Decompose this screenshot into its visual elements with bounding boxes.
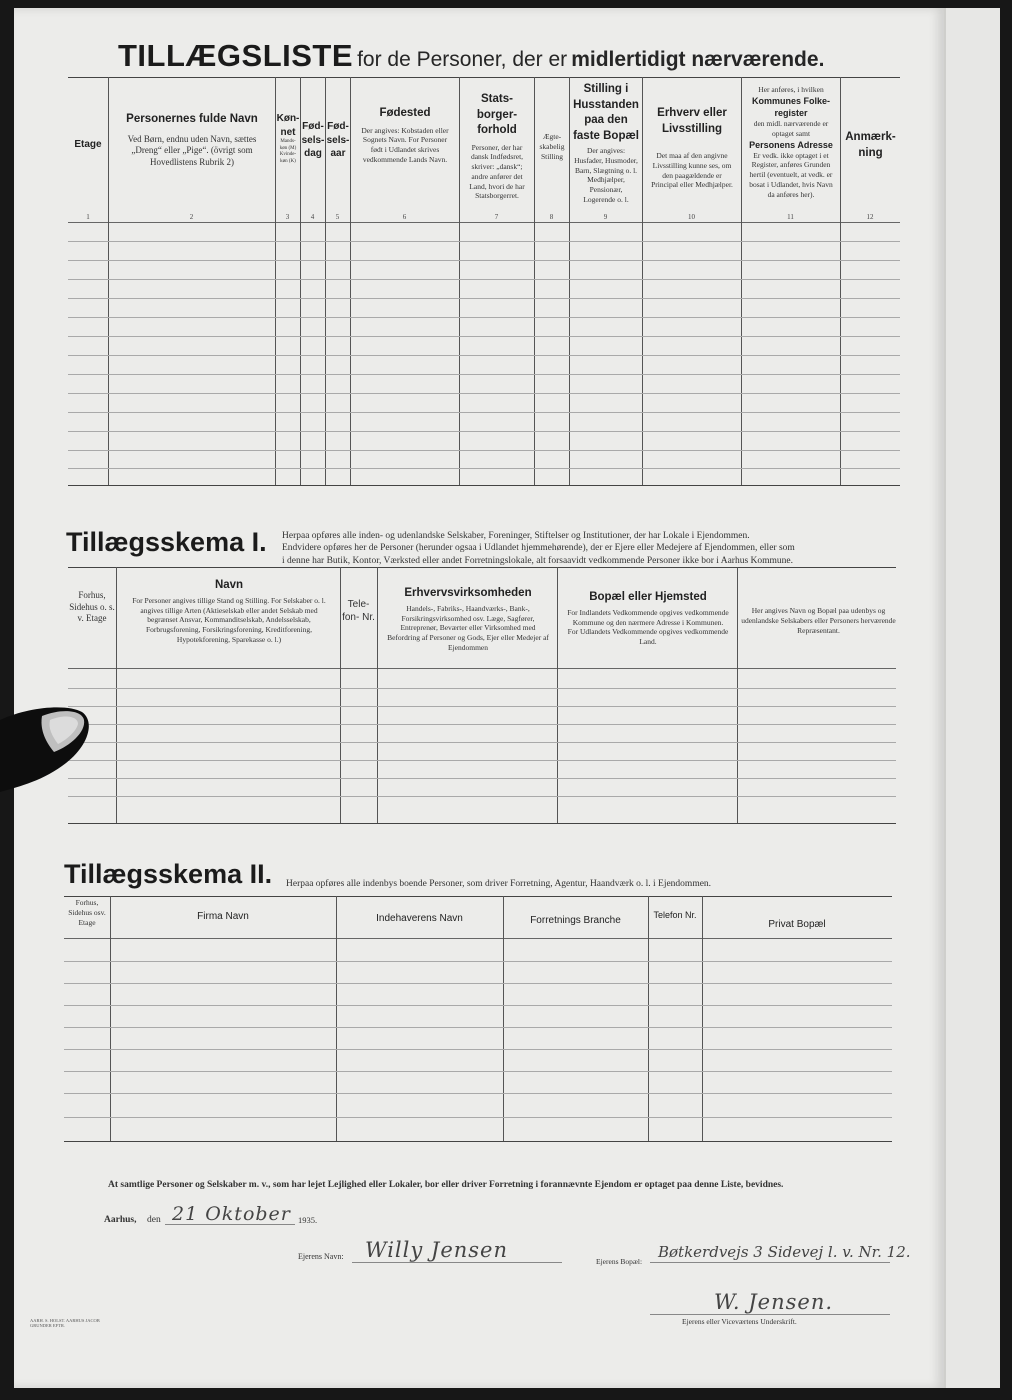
table-row bbox=[68, 724, 896, 725]
col-divider bbox=[110, 896, 111, 1141]
col-number: 2 bbox=[189, 213, 194, 221]
schema2-intro: Herpaa opføres alle indenbys boende Personer, som driver Forretning, Agentur, Haandværk o. l. i Ejendommen. bbox=[286, 879, 712, 889]
col-number: 3 bbox=[285, 213, 290, 221]
table-row bbox=[68, 279, 900, 280]
col-divider bbox=[503, 896, 504, 1141]
col-header-aegteskab: Ægte- skabelig Stilling bbox=[539, 132, 565, 161]
table-row bbox=[64, 1005, 892, 1006]
table-top-border bbox=[68, 77, 900, 78]
col-number: 6 bbox=[402, 213, 407, 221]
col-number: 10 bbox=[688, 213, 695, 221]
table-row bbox=[64, 983, 892, 984]
schema2-col-branche: Forretnings Branche bbox=[530, 915, 621, 926]
col-header-anmaerkning: Anmærk- ning bbox=[845, 131, 896, 159]
signature-line bbox=[650, 1314, 890, 1315]
col-header-erhverv: Erhverv eller Livsstilling Det maa af den angivne Livsstilling kunne ses, om den paagældende er Principal eller Medhjælper. bbox=[651, 107, 733, 190]
col-header-etage: Etage bbox=[74, 139, 102, 150]
table-row bbox=[68, 355, 900, 356]
table-row bbox=[64, 1071, 892, 1072]
schema1-top-border bbox=[68, 567, 896, 568]
schema1-col-bopael: Bopæl eller Hjemsted For Indlandets Vedkommende opgives vedkommende Kommune og den nærmere Adresse i Kommunen. For Udlandets Vedkommende opgives vedkommende Land. bbox=[567, 591, 729, 647]
col-number: 12 bbox=[866, 213, 874, 221]
schema2-col-etage: Forhus, Sidehus osv. Etage bbox=[68, 898, 106, 927]
schema2-top-border bbox=[64, 896, 892, 897]
owner-name-handwritten: Willy Jensen bbox=[365, 1238, 509, 1262]
col-divider bbox=[557, 567, 558, 823]
table-row bbox=[64, 961, 892, 962]
schema1-header-border bbox=[68, 668, 896, 669]
schema1-col-erhverv: Erhvervsvirksomheden Handels-, Fabriks-, Haandværks-, Bank-, Forsikringsvirksomhed osv. Læge, Sagfører, Entreprenør, Beværter eller Virksomhed med Befordring af Personer og Gods, Ejer eller Medejer af Ejendommen bbox=[387, 587, 549, 652]
title-tillaegsliste: TILLÆGSLISTE bbox=[118, 38, 354, 73]
col-number: 9 bbox=[603, 213, 608, 221]
date-handwritten: 21 Oktober bbox=[172, 1203, 291, 1225]
schema2-header-border bbox=[64, 938, 892, 939]
signature-label: Ejerens eller Viceværtens Underskrift. bbox=[682, 1317, 797, 1326]
table-row bbox=[68, 317, 900, 318]
table-row bbox=[68, 241, 900, 242]
col-header-foedested: Fødested Der angives: Kobstaden eller Sognets Navn. For Personer født i Udlandet skrives vedkommende Lands Navn. bbox=[361, 107, 449, 164]
col-number: 4 bbox=[310, 213, 315, 221]
col-divider bbox=[336, 896, 337, 1141]
owner-address-label: Ejerens Bopæl: bbox=[596, 1257, 643, 1266]
table-row bbox=[64, 1049, 892, 1050]
col-header-koen: Køn- net Mands- køn (M) Kvinde- køn (K) bbox=[276, 113, 300, 164]
table-row bbox=[64, 1027, 892, 1028]
owner-address-handwritten: Bøtkerdvejs 3 Sidevej l. v. Nr. 12. bbox=[658, 1243, 911, 1261]
col-divider bbox=[116, 567, 117, 823]
table-bottom-border bbox=[68, 485, 900, 486]
col-header-statsborger: Stats- borger- forhold Personer, der har dansk Indfødsret, skriver: „dansk“; andre anfører det Land, hvori de har Statsborgerret. bbox=[469, 93, 525, 201]
col-header-stilling: Stilling i Husstanden paa den faste Bopæl Der angives: Husfader, Husmoder, Barn, Slægtning o. l. Medhjælper, Pensionær, Logerende o. l. bbox=[573, 83, 639, 204]
title-emphasis: midlertidigt nærværende. bbox=[571, 48, 825, 71]
table-row bbox=[68, 796, 896, 797]
date-den-label: den bbox=[147, 1215, 161, 1225]
table-row bbox=[68, 374, 900, 375]
schema2-col-indehaver: Indehaverens Navn bbox=[376, 913, 463, 924]
year-label: 1935. bbox=[298, 1215, 318, 1225]
col-number: 8 bbox=[549, 213, 554, 221]
col-divider bbox=[737, 567, 738, 823]
schema1-title: Tillægsskema I. bbox=[66, 527, 267, 557]
schema2-col-telefon: Telefon Nr. bbox=[653, 910, 697, 920]
table-row bbox=[68, 742, 896, 743]
place-label: Aarhus, bbox=[104, 1215, 137, 1225]
schema2-title: Tillægsskema II. bbox=[64, 859, 273, 889]
schema1-col-anmaerkning: Her angives Navn og Bopæl paa udenbys og udenlandske Selskabers eller Personers herværende Repræsentant. bbox=[741, 606, 896, 635]
schema1-intro: Herpaa opføres alle inden- og udenlandske Selskaber, Foreninger, Stiftelser og Institutioner, der har Lokale i Ejendommen. Endvidere opføres her de Personer (herunder ogsaa i Udlandet hjemmehørende), der er Ejere eller Medejere af Ejendommen, eller som i denne har Butik, Kontor, Værksted eller andet Forretningslokale, alt forsaavidt vedkommende Personer ikke bor i Aarhus Kommune. bbox=[282, 531, 795, 566]
table-row bbox=[68, 336, 900, 337]
schema1-col-navn: Navn For Personer angives tillige Stand og Stilling. For Selskaber o. l. angives tillige Arten (Aktieselskab eller andet Selskab med begrænset Ansvar, Kommanditselskab, Andelsselskab, Forbrugsforening, Forsikringsforening, Kreditforening, Hypotekforening, Sparekasse o. l.) bbox=[132, 579, 326, 644]
facing-page-edge bbox=[944, 8, 1000, 1388]
page-title bbox=[118, 38, 824, 74]
table-row bbox=[68, 260, 900, 261]
col-divider bbox=[648, 896, 649, 1141]
col-number: 11 bbox=[787, 213, 794, 221]
declaration-text: At samtlige Personer og Selskaber m. v., som har lejet Lejlighed eller Lokaler, bor eller driver Forretning i forannævnte Ejendom er optaget paa denne Liste, bevidnes. bbox=[108, 1180, 784, 1190]
table-row bbox=[68, 393, 900, 394]
col-header-foedselsdag: Fød- sels- dag bbox=[301, 121, 325, 159]
schema2-col-firma: Firma Navn bbox=[197, 911, 249, 922]
col-header-folkeregister: Her anføres, i hvilken Kommunes Folke- register den midl. nærværende er optaget samt Personens Adresse Er vedk. ikke optaget i et Register, anføres Grunden hertil (eventuelt, at vedk. er bosat i Udlandet, hvis Navn da anføres her). bbox=[749, 85, 833, 199]
col-header-navn: Personernes fulde Navn Ved Børn, endnu uden Navn, sættes „Dreng“ eller „Pige“. (övrigt som Hovedlistens Rubrik 2) bbox=[126, 113, 258, 167]
col-divider bbox=[108, 77, 109, 485]
table-row bbox=[68, 450, 900, 451]
table-row bbox=[68, 688, 896, 689]
printer-imprint: AARH. S. HOLST. AARHUS JACOB GRUNDER EFTR. bbox=[30, 1318, 100, 1329]
table-row bbox=[68, 760, 896, 761]
table-row bbox=[68, 778, 896, 779]
owner-name-label: Ejerens Navn: bbox=[298, 1252, 344, 1261]
owner-name-line bbox=[352, 1262, 562, 1263]
table-row bbox=[68, 706, 896, 707]
signature-handwritten: W. Jensen. bbox=[714, 1290, 834, 1314]
col-number: 1 bbox=[86, 213, 90, 221]
table-row bbox=[64, 1117, 892, 1118]
thumb-photo-artifact bbox=[0, 700, 96, 800]
table-row bbox=[68, 468, 900, 469]
schema1-col-etage: Forhus, Sidehus o. s. v. Etage bbox=[69, 590, 115, 624]
table-row bbox=[68, 431, 900, 432]
schema2-col-privat: Privat Bopæl bbox=[768, 919, 826, 930]
table-row bbox=[64, 1093, 892, 1094]
col-divider bbox=[377, 567, 378, 823]
schema1-bottom-border bbox=[68, 823, 896, 824]
col-header-foedselsaar: Fød- sels- aar bbox=[326, 121, 350, 159]
col-number: 7 bbox=[494, 213, 499, 221]
col-number: 5 bbox=[335, 213, 340, 221]
owner-address-line bbox=[650, 1262, 890, 1263]
table-row bbox=[68, 412, 900, 413]
header-bottom-border bbox=[68, 222, 900, 223]
schema2-bottom-border bbox=[64, 1141, 892, 1142]
schema1-col-telefon: Tele- fon- Nr. bbox=[342, 599, 375, 623]
table-row bbox=[68, 298, 900, 299]
col-divider bbox=[702, 896, 703, 1141]
title-text: for de Personer, der er bbox=[357, 48, 568, 71]
